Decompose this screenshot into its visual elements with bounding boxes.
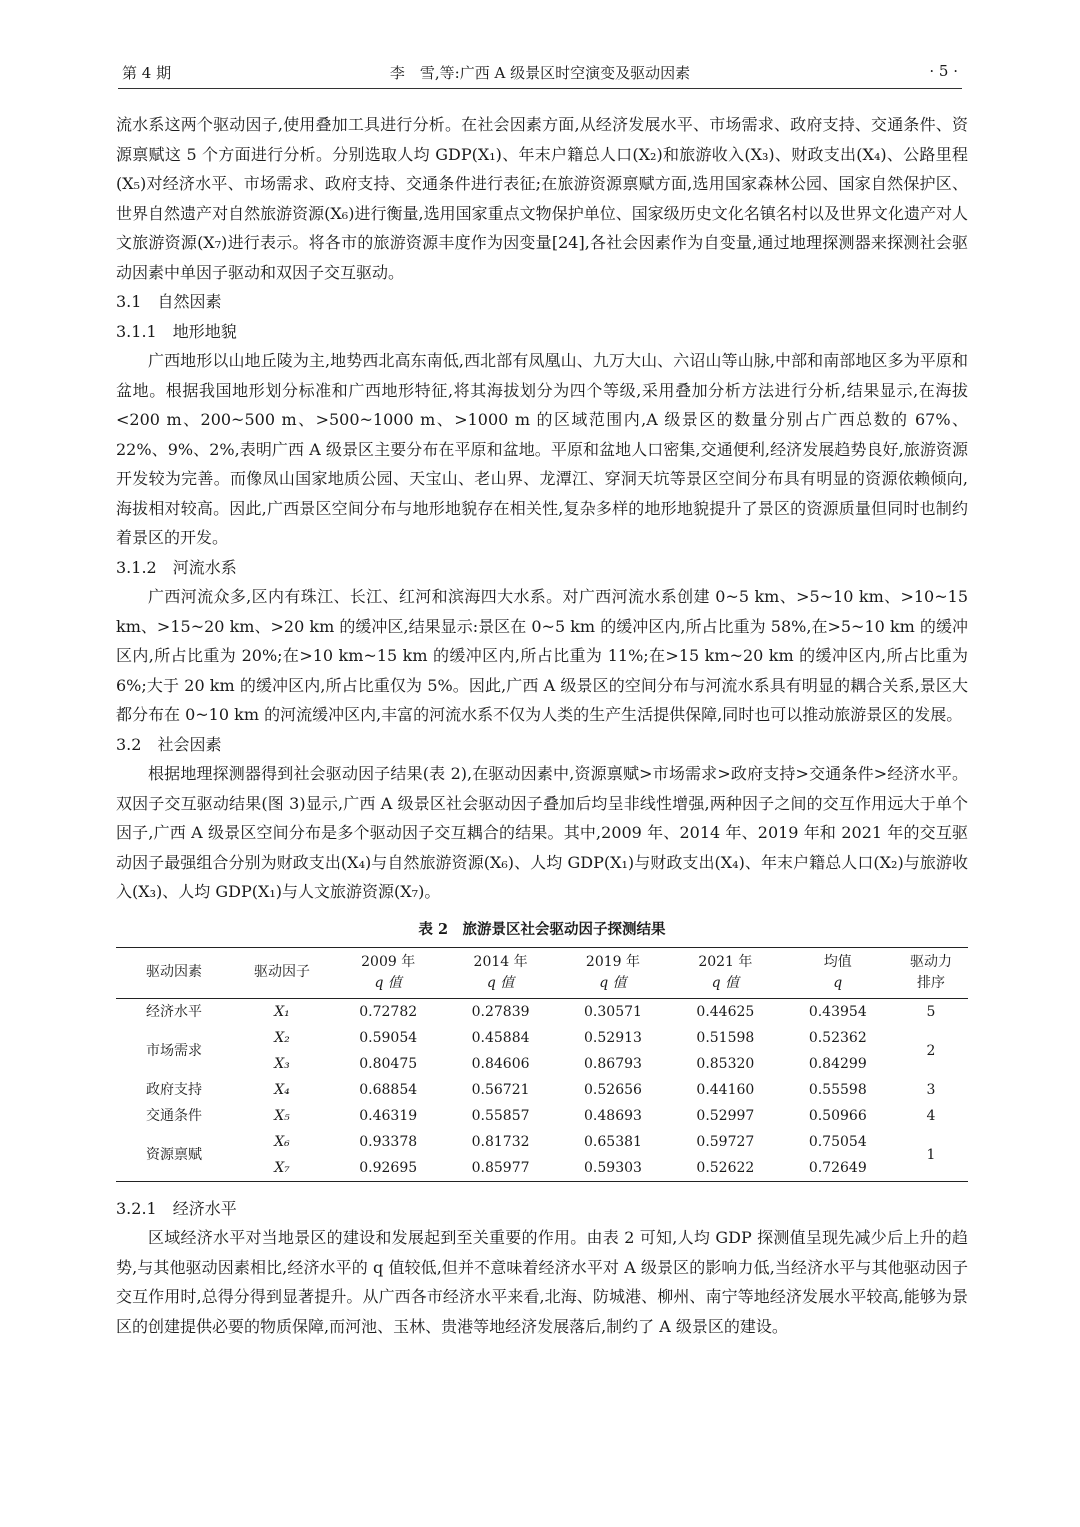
header-2019: 2019 年 q 值 [585, 953, 641, 991]
header-mean: 均值 q [823, 953, 852, 991]
cell-value: 0.55598 [808, 1081, 867, 1098]
running-header [118, 60, 962, 89]
cell-value: 0.45884 [471, 1029, 530, 1046]
paragraph-economy: 区域经济水平对当地景区的建设和发展起到至关重要的作用。由表 2 可知,人均 GDP 探测值呈现先减少后上升的趋势,与其他驱动因素相比,经济水平的 q 值较低,但并不意味着经济水平对 A 级景区的影响力低,当经济水平与其他驱动因子交互作用时,总得分得到显著提升。从广西各市经济水平来看,北海、防城港、柳州、南宁等地经济发展水平较高,能够为景区的创建提供必要的物质保障,而河池、玉林、贵港等地经济发展落后,制约了 A 级景区的建设。 [116, 1228, 968, 1336]
cell-value: 0.44625 [696, 1003, 755, 1020]
cell-value: 0.52656 [584, 1081, 642, 1098]
cell-value: 0.44160 [696, 1081, 755, 1098]
section-heading: 3.1 自然因素 [116, 292, 222, 311]
cell-value: 0.84606 [471, 1055, 530, 1072]
header-rank: 驱动力 排序 [910, 953, 952, 991]
cell-driver: X₇ [274, 1159, 290, 1176]
cell-value: 0.59303 [584, 1159, 642, 1176]
cell-driver: X₅ [274, 1107, 290, 1124]
cell-value: 0.75054 [808, 1133, 867, 1150]
cell-driver: X₂ [274, 1029, 290, 1046]
intro-paragraph: 流水系这两个驱动因子,使用叠加工具进行分析。在社会因素方面,从经济发展水平、市场需求、政府支持、交通条件、资源禀赋这 5 个方面进行分析。分别选取人均 GDP(X₁)、年末户籍总人口(X₂)和旅游收入(X₃)、财政支出(X₄)、公路里程(X₅)对经济水平、市场需求、政府支持、交通条件进行表征;在旅游资源禀赋方面,选用国家森林公园、国家自然保护区、世界自然遗产对自然旅游资源(X₆)进行衡量,选用国家重点文物保护单位、国家级历史文化名镇名村以及世界文化遗产对人文旅游资源(X₇)进行表示。将各市的旅游资源丰度作为因变量[24],各社会因素作为自变量,通过地理探测器来探测社会驱动因素中单因子驱动和双因子交互驱动。 [116, 115, 968, 282]
cell-value: 0.59054 [359, 1029, 418, 1046]
table-header-row [116, 947, 968, 998]
cell-value: 0.80475 [359, 1055, 418, 1072]
cell-value: 0.51598 [696, 1029, 755, 1046]
cell-driver: X₁ [274, 1003, 290, 1020]
paragraph-social: 根据地理探测器得到社会驱动因子结果(表 2),在驱动因素中,资源禀赋>市场需求>政府支持>交通条件>经济水平。双因子交互驱动结果(图 3)显示,广西 A 级景区社会驱动因子叠加后均呈非线性增强,两种因子之间的交互作用远大于单个因子,广西 A 级景区空间分布是多个驱动因子交互耦合的结果。其中,2009 年、2014 年、2019 年和 2021 年的交互驱动因子最强组合分别为财政支出(X₄)与自然旅游资源(X₆)、人均 GDP(X₁)与财政支出(X₄)、年末户籍总人口(X₂)与旅游收入(X₃)、人均 GDP(X₁)与人文旅游资源(X₇)。 [116, 764, 968, 901]
header-driver: 驱动因子 [254, 964, 310, 980]
results-table [116, 947, 968, 1182]
cell-value: 0.46319 [359, 1107, 418, 1124]
paragraph-terrain: 广西地形以山地丘陵为主,地势西北高东南低,西北部有凤凰山、九万大山、六诏山等山脉,中部和南部地区多为平原和盆地。根据我国地形划分标准和广西地形特征,将其海拔划分为四个等级,采用叠加分析方法进行分析,结果显示,在海拔<200 m、200~500 m、>500~1000 m、>1000 m 的区域范围内,A 级景区的数量分别占广西总数的 67%、22%、9%、2%,表明广西 A 级景区主要分布在平原和盆地。平原和盆地人口密集,交通便利,经济发展趋势良好,旅游资源开发较为完善。而像凤山国家地质公园、天宝山、老山界、龙潭江、穿洞天坑等景区空间分布具有明显的资源依赖倾向,海拔相对较高。因此,广西景区空间分布与地形地貌存在相关性,复杂多样的地形地貌提升了景区的资源质量但同时也制约着景区的开发。 [116, 351, 968, 547]
cell-factor: 经济水平 [146, 1003, 202, 1020]
header-2014: 2014 年 q 值 [473, 953, 528, 991]
subsection-heading: 3.1.2 河流水系 [116, 557, 237, 577]
cell-factor: 资源禀赋 [146, 1146, 202, 1163]
cell-driver: X₃ [274, 1055, 290, 1072]
cell-factor: 市场需求 [146, 1042, 202, 1059]
subsection-heading: 3.1.1 地形地貌 [116, 321, 237, 341]
cell-value: 0.52622 [696, 1159, 755, 1176]
table-row [116, 1051, 968, 1077]
cell-value: 0.48693 [584, 1107, 642, 1124]
header-2009: 2009 年 q 值 [361, 953, 416, 991]
table-row [116, 1129, 968, 1155]
header-factor: 驱动因素 [146, 964, 202, 980]
page-number: · 5 · [929, 62, 958, 80]
cell-value: 0.43954 [808, 1003, 867, 1020]
paragraph-river: 广西河流众多,区内有珠江、长江、红河和滨海四大水系。对广西河流水系创建 0~5 km、>5~10 km、>10~15 km、>15~20 km、>20 km 的缓冲区,结果显示:景区在 0~5 km 的缓冲区内,所占比重为 58%,在>5~10 km 的缓冲区内,所占比重为 20%;在>10 km~15 km 的缓冲区内,所占比重为 11%;在>15 km~20 km 的缓冲区内,所占比重为 6%;大于 20 km 的缓冲区内,所占比重仅为 5%。因此,广西 A 级景区的空间分布与河流水系具有明显的耦合关系,景区大都分布在 0~10 km 的河流缓冲区内,丰富的河流水系不仅为人类的生产生活提供保障,同时也可以推动旅游景区的发展。 [116, 587, 968, 724]
cell-value: 0.27839 [471, 1003, 530, 1020]
cell-value: 0.30571 [584, 1003, 642, 1020]
article-body [116, 110, 968, 1341]
header-2021: 2021 年 q 值 [698, 953, 753, 991]
table-body [116, 998, 968, 1181]
cell-value: 0.52997 [696, 1107, 755, 1124]
table-row [116, 998, 968, 1025]
cell-factor: 政府支持 [146, 1081, 202, 1098]
cell-value: 0.86793 [584, 1055, 642, 1072]
cell-rank: 5 [926, 1003, 936, 1020]
table-caption: 表 2 旅游景区社会驱动因子探测结果 [418, 920, 666, 938]
running-title: 李 雪,等:广西 A 级景区时空演变及驱动因素 [389, 64, 691, 82]
issue-number: 第 4 期 [122, 64, 172, 82]
cell-rank: 1 [926, 1146, 936, 1163]
cell-value: 0.50966 [808, 1107, 867, 1124]
table-row [116, 1077, 968, 1103]
cell-value: 0.85977 [471, 1159, 530, 1176]
table-row [116, 1155, 968, 1182]
table-row [116, 1025, 968, 1051]
subsection-heading: 3.2.1 经济水平 [116, 1198, 237, 1218]
cell-value: 0.52362 [808, 1029, 867, 1046]
cell-value: 0.59727 [696, 1133, 755, 1150]
cell-driver: X₆ [274, 1133, 290, 1150]
section-heading: 3.2 社会因素 [116, 734, 222, 754]
cell-value: 0.81732 [471, 1133, 530, 1150]
cell-rank: 4 [926, 1107, 936, 1124]
cell-value: 0.72782 [359, 1003, 418, 1020]
cell-value: 0.55857 [471, 1107, 530, 1124]
cell-value: 0.65381 [584, 1133, 642, 1150]
cell-factor: 交通条件 [146, 1107, 202, 1124]
cell-rank: 2 [926, 1042, 936, 1059]
cell-value: 0.84299 [808, 1055, 867, 1072]
cell-value: 0.68854 [359, 1081, 418, 1098]
cell-value: 0.72649 [808, 1159, 867, 1176]
cell-driver: X₄ [274, 1081, 290, 1098]
cell-value: 0.56721 [471, 1081, 530, 1098]
cell-value: 0.93378 [359, 1133, 418, 1150]
cell-value: 0.52913 [584, 1029, 642, 1046]
cell-value: 0.92695 [359, 1159, 418, 1176]
cell-value: 0.85320 [696, 1055, 755, 1072]
table-row [116, 1103, 968, 1129]
cell-rank: 3 [926, 1081, 936, 1098]
